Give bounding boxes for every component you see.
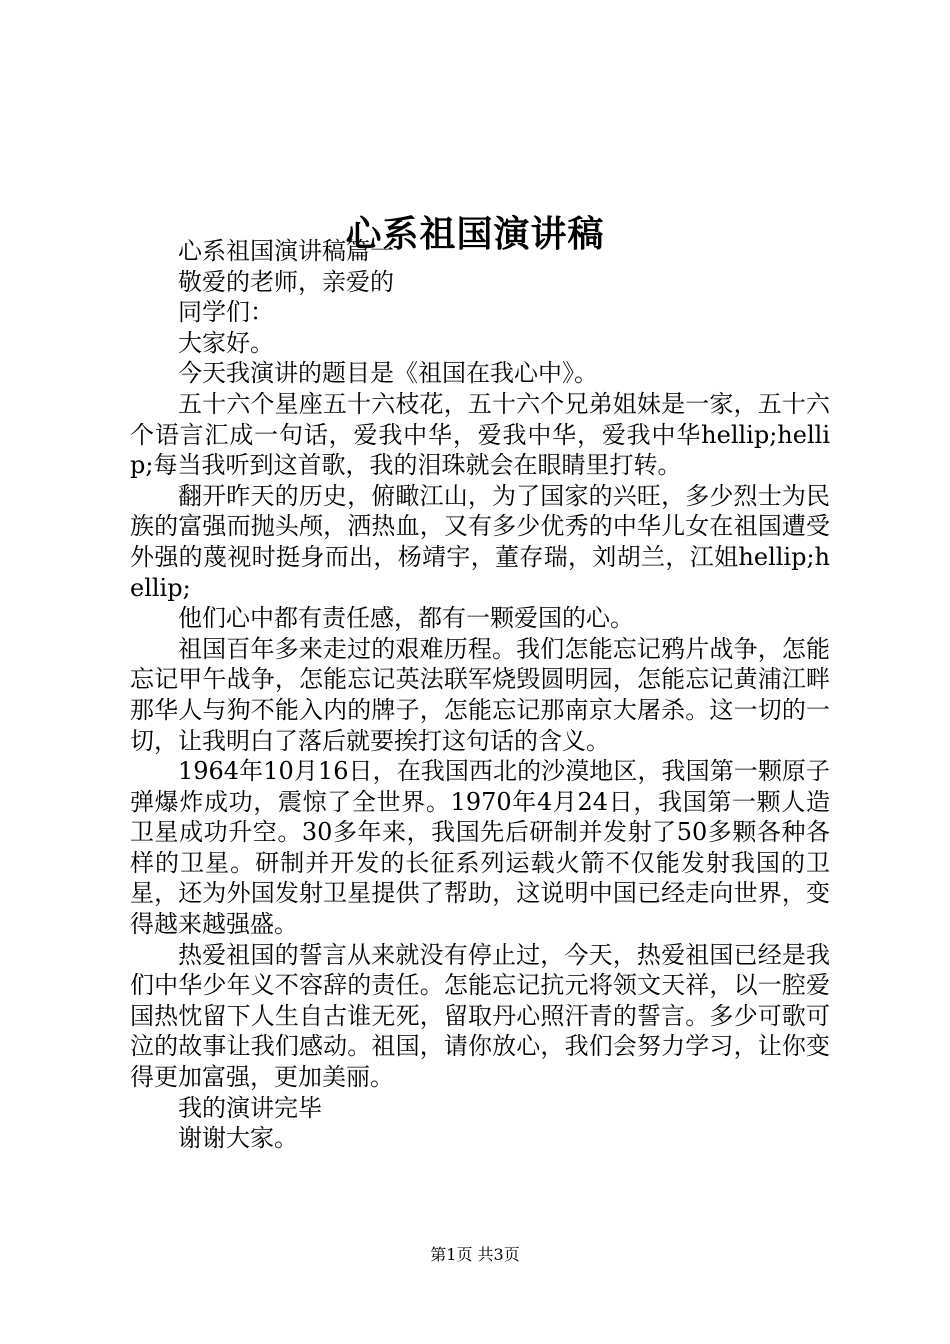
paragraph-greeting-students: 同学们： [178,298,274,327]
document-title: 心系祖国演讲稿 [345,213,605,256]
paragraph-topic: 今天我演讲的题目是《祖国在我心中》。 [178,359,598,388]
document-body [130,236,830,1154]
paragraph-song: 五十六个星座五十六枝花，五十六个兄弟姐妹是一家，五十六个语言汇成一句话，爱我中华，爱我中华，爱我中华hellip;hellip;每当我听到这首歌，我的泪珠就会在眼睛里打转。 [130,389,830,480]
paragraph-history: 翻开昨天的历史，俯瞰江山，为了国家的兴旺，多少烈士为民族的富强而抛头颅，洒热血，又有多少优秀的中华儿女在祖国遭受外强的蔑视时挺身而出，杨靖宇，董存瑞，刘胡兰，江姐hellip;hellip; [130,481,830,602]
paragraph-thanks: 谢谢大家。 [178,1124,298,1153]
paragraph-oath: 热爱祖国的誓言从来就没有停止过，今天，热爱祖国已经是我们中华少年义不容辞的责任。怎能忘记抗元将领文天祥，以一腔爱国热忱留下人生自古谁无死，留取丹心照汗青的誓言。多少可歌可泣的故事让我们感动。祖国，请你放心，我们会努力学习，让你变得更加富强，更加美丽。 [130,940,830,1092]
paragraph-achievements: 1964年10月16日，在我国西北的沙漠地区，我国第一颗原子弹爆炸成功，震惊了全世界。1970年4月24日，我国第一颗人造卫星成功升空。30多年来，我国先后研制并发射了50多颗各种各样的卫星。研制并开发的长征系列运载火箭不仅能发射我国的卫星，还为外国发射卫星提供了帮助，这说明中国已经走向世界，变得越来越强盛。 [130,757,830,939]
paragraph-closing: 我的演讲完毕 [178,1093,322,1122]
paragraph-greeting-teachers: 敬爱的老师，亲爱的 [178,267,394,296]
paragraph-hello: 大家好。 [178,328,274,357]
paragraph-hardships: 祖国百年多来走过的艰难历程。我们怎能忘记鸦片战争，怎能忘记甲午战争，怎能忘记英法联军烧毁圆明园，怎能忘记黄浦江畔那华人与狗不能入内的牌子，怎能忘记那南京大屠杀。这一切的一切，让我明白了落后就要挨打这句话的含义。 [130,634,830,755]
page-footer: 第1页 共3页 [430,1245,520,1264]
paragraph-section-heading: 心系祖国演讲稿篇一 [178,237,394,265]
paragraph-responsibility: 他们心中都有责任感，都有一颗爱国的心。 [178,604,634,633]
